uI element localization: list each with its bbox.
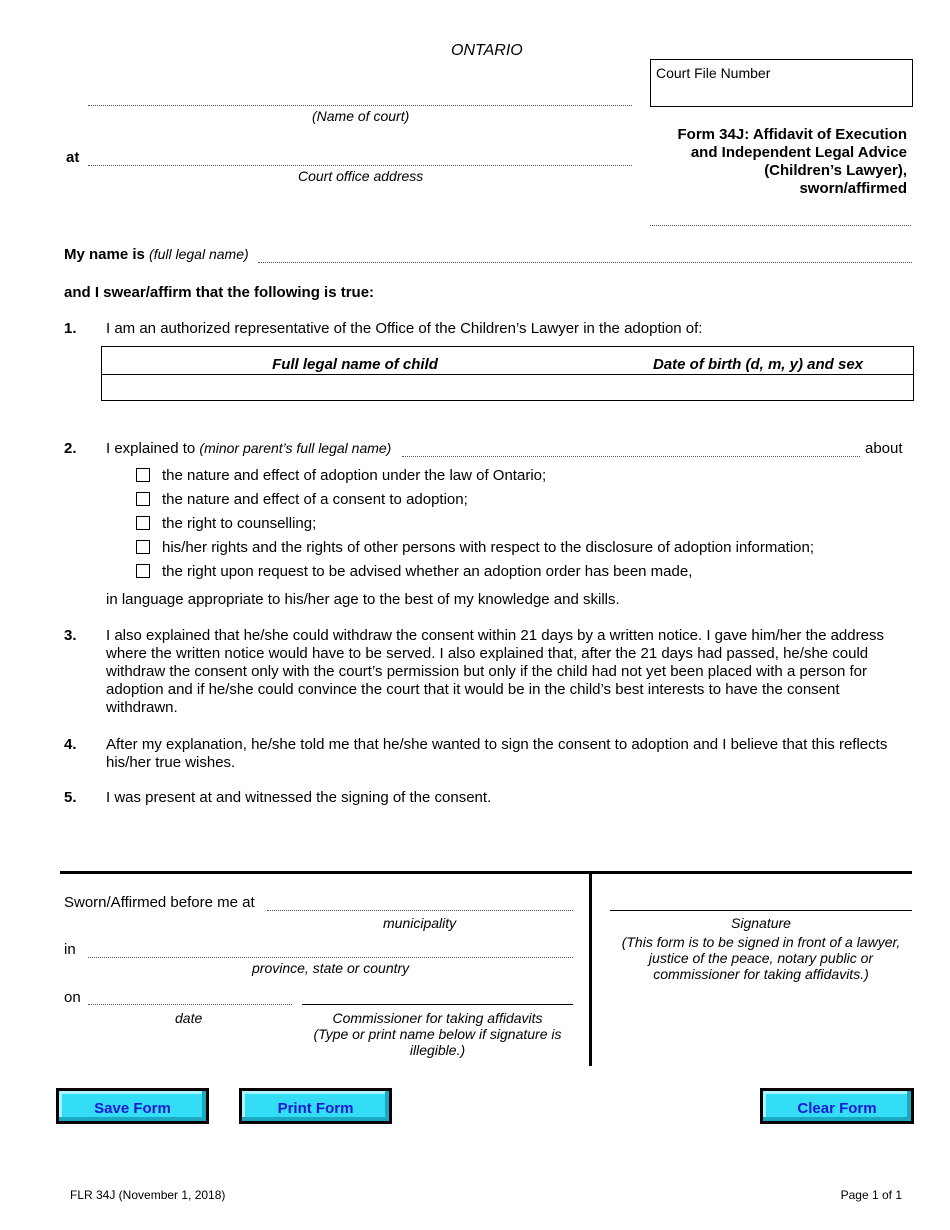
in-label: in (64, 941, 76, 958)
court-name-field[interactable] (88, 105, 632, 106)
date-field[interactable] (88, 1004, 292, 1005)
date-caption: date (175, 1010, 203, 1026)
commissioner-caption-line: illegible.) (409, 1042, 466, 1058)
full-legal-name-field[interactable] (258, 262, 912, 263)
para-2-closing: in language appropriate to his/her age to the best of my knowledge and skills. (106, 591, 620, 608)
jurat-divider (589, 872, 592, 1066)
checkbox-adoption-effect[interactable] (136, 468, 150, 482)
signature-note-line: justice of the peace, notary public or (648, 950, 874, 966)
commissioner-caption-line: (Type or print name below if signature is (313, 1026, 562, 1042)
para-4-number: 4. (64, 736, 77, 753)
at-label: at (66, 149, 80, 166)
checkbox-counselling[interactable] (136, 516, 150, 530)
commissioner-signature-line[interactable] (302, 1004, 573, 1005)
jurat-top-rule (60, 871, 912, 874)
signature-caption: Signature (731, 915, 791, 931)
deponent-signature-line[interactable] (610, 910, 912, 911)
form-title-line: Form 34J: Affidavit of Execution (677, 126, 907, 143)
checkbox-label: his/her rights and the rights of other persons with respect to the disclosure of adoption information; (162, 539, 815, 556)
name-label-group (64, 246, 249, 263)
minor-parent-name-field[interactable] (402, 456, 860, 457)
para-1-number: 1. (64, 320, 77, 337)
court-address-caption: Court office address (298, 168, 424, 184)
name-label: My name is (64, 246, 145, 263)
para-1-text: I am an authorized representative of the Office of the Children’s Lawyer in the adoption of: (106, 320, 703, 337)
clear-form-button[interactable]: Clear Form (760, 1088, 914, 1124)
court-file-number-label: Court File Number (656, 65, 771, 81)
form-title-line: sworn/affirmed (799, 180, 907, 197)
checkbox-label: the right to counselling; (162, 515, 317, 532)
para-5-text: I was present at and witnessed the signing of the consent. (106, 789, 492, 806)
signature-note (610, 934, 912, 982)
save-form-button[interactable]: Save Form (56, 1088, 209, 1124)
checkbox-adoption-order[interactable] (136, 564, 150, 578)
municipality-caption: municipality (383, 915, 457, 931)
court-address-field[interactable] (88, 165, 632, 166)
para-2-lead-group (106, 440, 391, 457)
checkbox-label: the right upon request to be advised whether an adoption order has been made, (162, 563, 693, 580)
province-caption: province, state or country (252, 960, 410, 976)
child-dob-cell[interactable] (612, 377, 908, 397)
signature-note-line: (This form is to be signed in front of a lawyer, (621, 934, 901, 950)
checkbox-label: the nature and effect of a consent to adoption; (162, 491, 468, 508)
checkbox-disclosure-rights[interactable] (136, 540, 150, 554)
signature-note-line: commissioner for taking affidavits.) (653, 966, 869, 982)
sworn-label: Sworn/Affirmed before me at (64, 894, 255, 911)
child-dob-header: Date of birth (d, m, y) and sex (652, 356, 864, 373)
checkbox-label: the nature and effect of adoption under the law of Ontario; (162, 467, 547, 484)
para-2-about: about (865, 440, 903, 457)
municipality-field[interactable] (267, 910, 573, 911)
court-file-number-box[interactable] (650, 59, 913, 107)
para-2-lead: I explained to (106, 440, 196, 457)
on-label: on (64, 989, 81, 1006)
para-3-number: 3. (64, 627, 77, 644)
sworn-affirmed-field[interactable] (650, 225, 911, 226)
child-name-header: Full legal name of child (272, 356, 438, 373)
para-5-number: 5. (64, 789, 77, 806)
child-name-cell[interactable] (106, 377, 606, 397)
print-form-button[interactable]: Print Form (239, 1088, 392, 1124)
form-title-line: (Children’s Lawyer), (764, 162, 907, 179)
name-hint: (full legal name) (149, 246, 249, 262)
para-2-number: 2. (64, 440, 77, 457)
para-3-text: I also explained that he/she could withdraw the consent within 21 days by a written notice. I gave him/her the address where the written notice would have to be served. I also explained that, after the 21 days had passed, he/she could withdraw the consent only with the court’s permission but only if the child had not yet been placed with a person for adoption and if he/she could convince the court that it would be in the child’s best interests to have the consent withdrawn. (106, 627, 884, 716)
commissioner-caption-line: Commissioner for taking affidavits (332, 1010, 543, 1026)
child-table (101, 346, 914, 401)
court-name-caption: (Name of court) (312, 108, 410, 124)
province-field[interactable] (88, 957, 573, 958)
commissioner-caption (302, 1010, 573, 1058)
form-title (600, 126, 907, 198)
page-number: Page 1 of 1 (840, 1188, 902, 1202)
para-4-text: After my explanation, he/she told me that he/she wanted to sign the consent to adoption and I believe that this reflects his/her true wishes. (106, 736, 888, 771)
swear-statement: and I swear/affirm that the following is true: (64, 284, 375, 301)
jurisdiction-heading: ONTARIO (451, 42, 523, 59)
form-reference: FLR 34J (November 1, 2018) (70, 1188, 226, 1202)
checkbox-consent-effect[interactable] (136, 492, 150, 506)
para-2-hint: (minor parent’s full legal name) (199, 440, 392, 456)
form-title-line: and Independent Legal Advice (690, 144, 907, 161)
table-divider (102, 374, 913, 375)
